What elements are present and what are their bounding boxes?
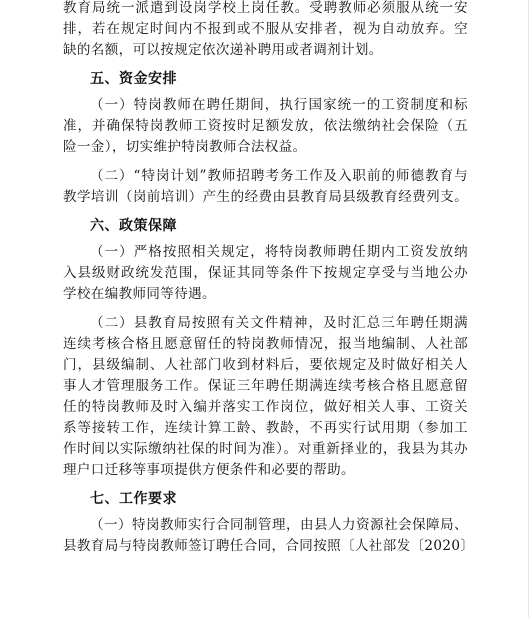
text-line: 门，县级编制、人社部门收到材料后，要依规定及时做好相关人 [63, 357, 468, 373]
text-line: （二）县教育局按照有关文件精神，及时汇总三年聘任期满 [90, 315, 468, 331]
section-heading-policy: 六、政策保障 [90, 218, 177, 234]
text-line: 作时间以实际缴纳社保的时间为准）。对重新择业的，我县为其办 [63, 441, 468, 457]
paragraph-funding-1 [63, 95, 468, 158]
text-line: （一）特岗教师实行合同制管理，由县人力资源社会保障局、 [90, 517, 468, 533]
text-line: 教学培训（岗前培训）产生的经费由县教育局县级教育经费列支。 [63, 189, 468, 205]
text-line: 事人才管理服务工作。保证三年聘任期满连续考核合格且愿意留 [63, 378, 468, 394]
text-line: （一）严格按照相关规定，将特岗教师聘任期内工资发放纳 [90, 244, 468, 260]
paragraph-requirements-1 [63, 515, 475, 557]
section-heading-funding: 五、资金安排 [90, 71, 177, 87]
document-body [63, 0, 475, 565]
text-line: 系等接转工作，连续计算工龄、教龄，不再实行试用期（参加工 [63, 420, 468, 436]
section-heading-requirements: 七、工作要求 [90, 491, 177, 507]
text-line: 理户口迁移等事项提供方便条件和必要的帮助。 [63, 462, 355, 478]
text-line: 缺的名额，可以按规定依次递补聘用或者调剂计划。 [63, 42, 383, 58]
text-line: 准，并确保特岗教师工资按时足额发放，依法缴纳社会保险（五 [63, 118, 468, 134]
text-line: 教育局统一派遣到设岗学校上岗任教。受聘教师必须服从统一安 [63, 0, 468, 16]
paragraph-assignment [63, 0, 468, 61]
text-line: （二）“特岗计划”教师招聘考务工作及入职前的师德教育与 [90, 168, 468, 184]
text-line: 县教育局与特岗教师签订聘任合同，合同按照〔人社部发〔2020〕 [63, 538, 475, 554]
text-line: 排，若在规定时间内不报到或不服从安排者，视为自动放弃。空 [63, 21, 468, 37]
text-line: 险一金），切实维护特岗教师合法权益。 [63, 139, 307, 155]
text-line: （一）特岗教师在聘任期间，执行国家统一的工资制度和标 [90, 97, 468, 113]
text-line: 入县级财政统发范围，保证其同等条件下按规定享受与当地公办 [63, 265, 468, 281]
paragraph-funding-2 [63, 166, 468, 208]
text-line: 学校在编教师同等待遇。 [63, 286, 216, 302]
text-line: 连续考核合格且愿意留任的特岗教师情况，报当地编制、人社部 [63, 336, 468, 352]
paragraph-policy-1 [63, 242, 468, 305]
text-line: 任的特岗教师及时入编并落实工作岗位，做好相关人事、工资关 [63, 399, 468, 415]
paragraph-policy-2 [63, 313, 468, 481]
